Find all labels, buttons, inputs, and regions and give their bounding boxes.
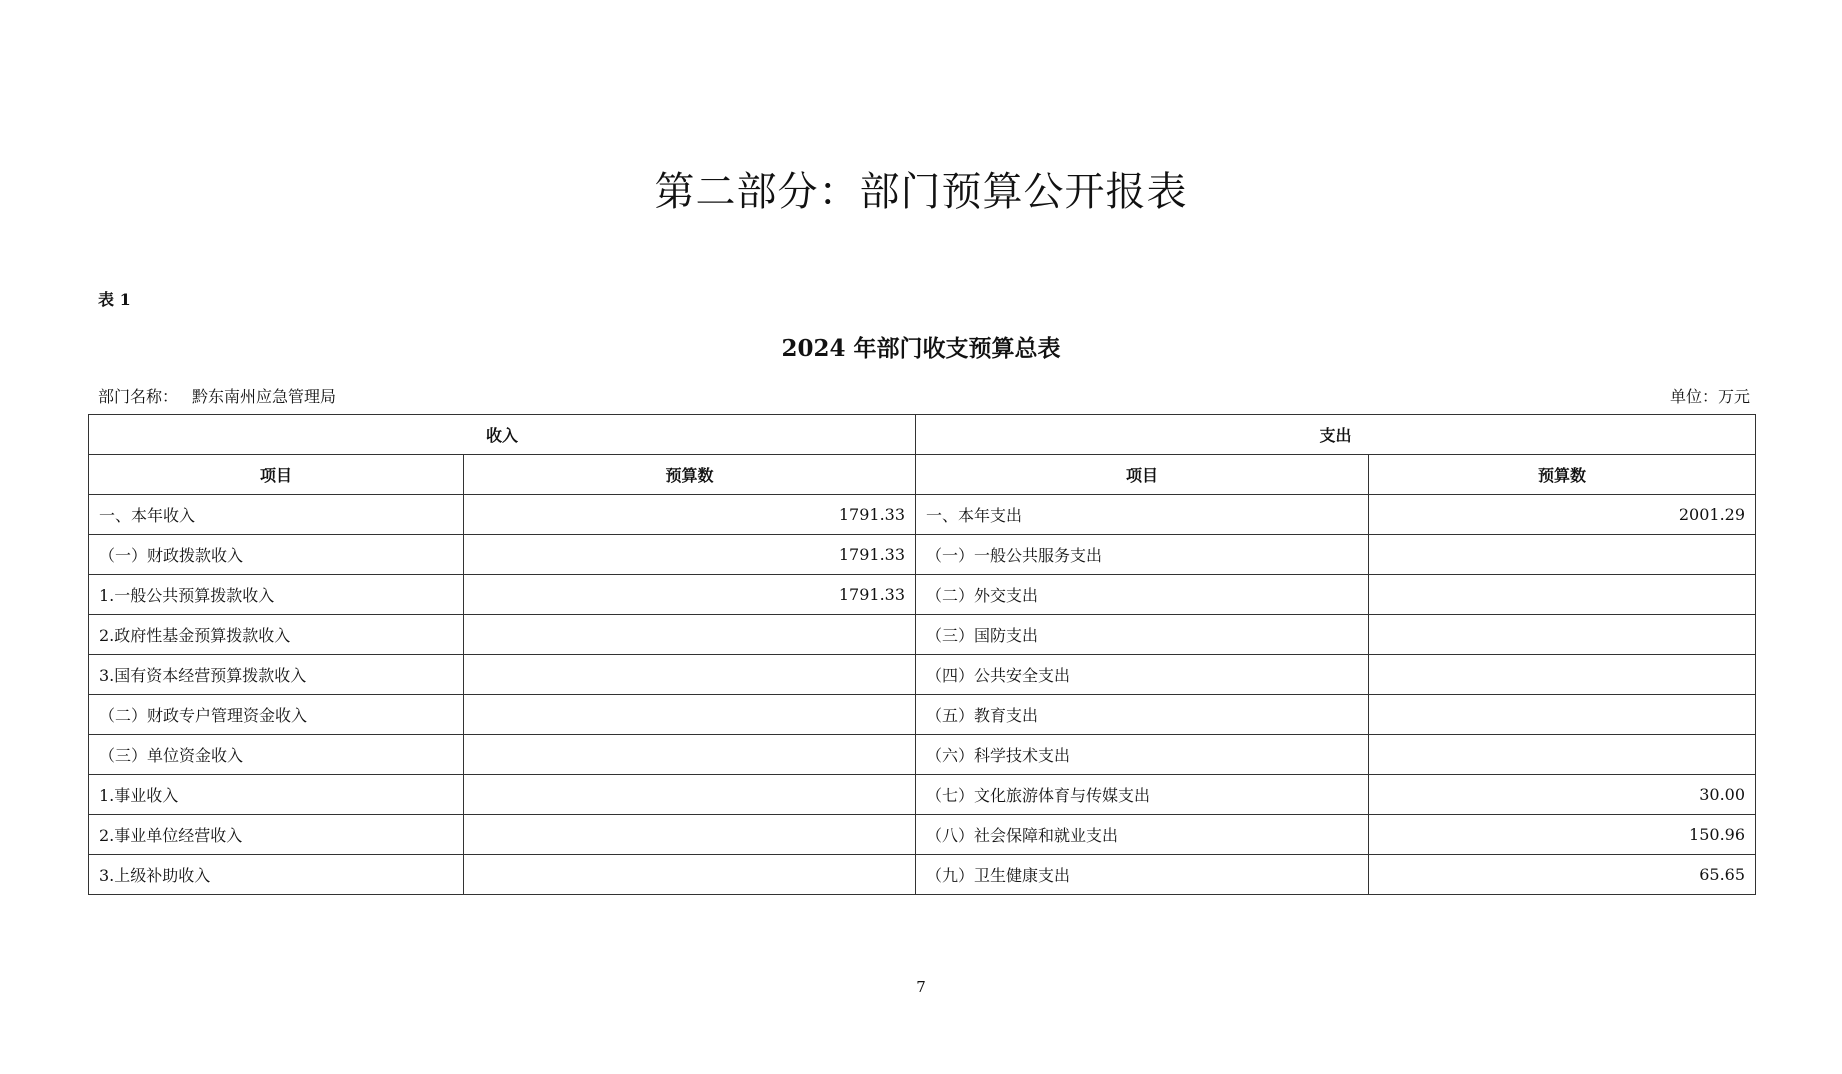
expense-item-cell: （四）公共安全支出 (916, 655, 1369, 695)
expense-amount-cell: 150.96 (1369, 815, 1756, 855)
table-row (89, 655, 1756, 695)
income-item-cell: 2.政府性基金预算拨款收入 (89, 615, 464, 655)
income-amount-cell: 1791.33 (464, 575, 916, 615)
group-header-row (89, 415, 1756, 455)
income-item-cell: （三）单位资金收入 (89, 735, 464, 775)
expense-item-cell: （八）社会保障和就业支出 (916, 815, 1369, 855)
expense-item-cell: 一、本年支出 (916, 495, 1369, 535)
unit-label: 单位：万元 (1669, 387, 1750, 406)
column-header-row (89, 455, 1756, 495)
expense-amount-cell (1369, 735, 1756, 775)
expense-amount-cell (1369, 655, 1756, 695)
income-amount-header: 预算数 (464, 455, 916, 495)
expense-amount-cell (1369, 535, 1756, 575)
department-label: 部门名称： (98, 387, 179, 406)
income-amount-cell: 1791.33 (464, 495, 916, 535)
table-row (89, 735, 1756, 775)
income-amount-cell (464, 775, 916, 815)
page-heading: 第二部分：部门预算公开报表 (654, 169, 1188, 215)
income-amount-cell (464, 855, 916, 895)
income-amount-cell (464, 815, 916, 855)
income-item-cell: （一）财政拨款收入 (89, 535, 464, 575)
department-value: 黔东南州应急管理局 (192, 387, 337, 406)
table-row (89, 815, 1756, 855)
department-line (98, 384, 336, 407)
income-item-header: 项目 (89, 455, 464, 495)
expense-item-cell: （七）文化旅游体育与传媒支出 (916, 775, 1369, 815)
page-number: 7 (916, 978, 926, 996)
income-amount-cell (464, 735, 916, 775)
expense-group-header: 支出 (916, 415, 1756, 455)
expense-item-cell: （五）教育支出 (916, 695, 1369, 735)
expense-amount-cell (1369, 575, 1756, 615)
expense-amount-cell: 65.65 (1369, 855, 1756, 895)
expense-amount-cell: 2001.29 (1369, 495, 1756, 535)
table-row (89, 575, 1756, 615)
income-amount-cell (464, 615, 916, 655)
income-item-cell: 2.事业单位经营收入 (89, 815, 464, 855)
expense-amount-cell (1369, 695, 1756, 735)
table-row (89, 615, 1756, 655)
expense-item-cell: （二）外交支出 (916, 575, 1369, 615)
expense-item-cell: （一）一般公共服务支出 (916, 535, 1369, 575)
table-row (89, 775, 1756, 815)
income-item-cell: 一、本年收入 (89, 495, 464, 535)
table-title: 2024 年部门收支预算总表 (781, 335, 1061, 362)
income-amount-cell: 1791.33 (464, 535, 916, 575)
table-row (89, 695, 1756, 735)
income-item-cell: 3.国有资本经营预算拨款收入 (89, 655, 464, 695)
expense-item-cell: （三）国防支出 (916, 615, 1369, 655)
expense-amount-cell: 30.00 (1369, 775, 1756, 815)
expense-item-header: 项目 (916, 455, 1369, 495)
table-number: 表 1 (98, 290, 131, 309)
income-amount-cell (464, 655, 916, 695)
table-row (89, 535, 1756, 575)
budget-summary-table (88, 414, 1756, 895)
expense-amount-cell (1369, 615, 1756, 655)
table-row (89, 855, 1756, 895)
income-group-header: 收入 (89, 415, 916, 455)
table-row (89, 495, 1756, 535)
income-item-cell: （二）财政专户管理资金收入 (89, 695, 464, 735)
expense-item-cell: （六）科学技术支出 (916, 735, 1369, 775)
expense-item-cell: （九）卫生健康支出 (916, 855, 1369, 895)
expense-amount-header: 预算数 (1369, 455, 1756, 495)
income-item-cell: 1.一般公共预算拨款收入 (89, 575, 464, 615)
income-amount-cell (464, 695, 916, 735)
income-item-cell: 3.上级补助收入 (89, 855, 464, 895)
income-item-cell: 1.事业收入 (89, 775, 464, 815)
